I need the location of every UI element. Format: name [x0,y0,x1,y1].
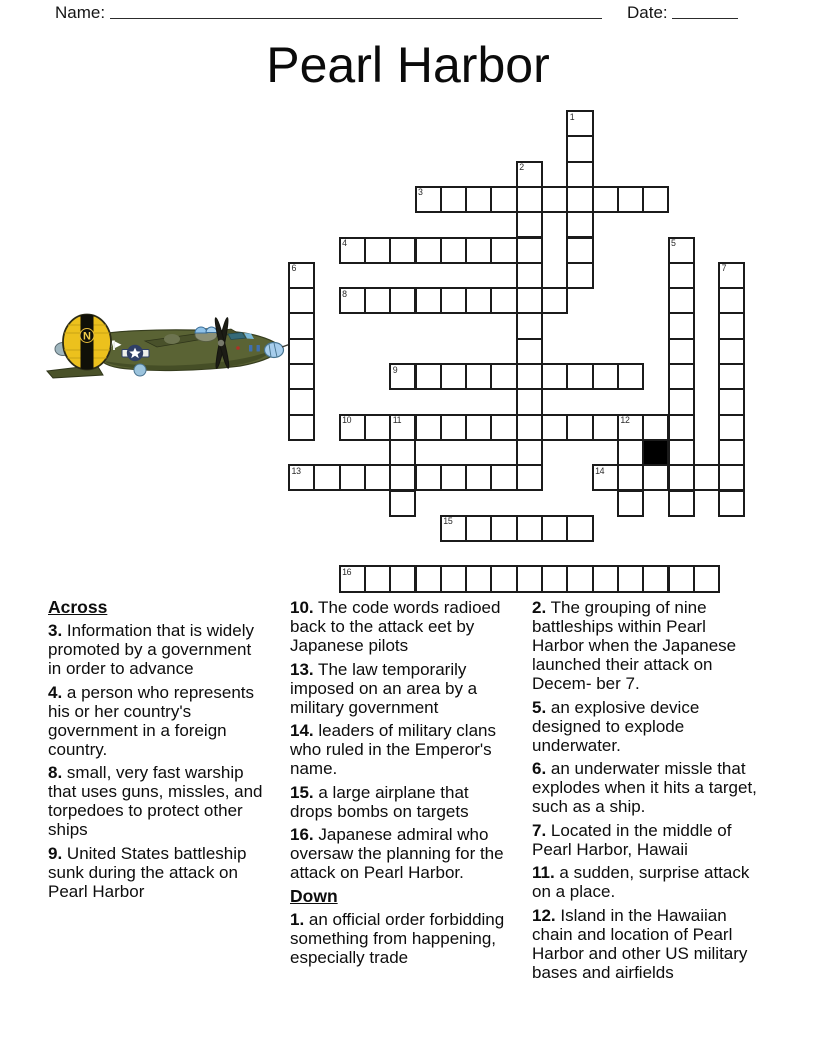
clue-number: 12. [532,905,556,925]
grid-cell[interactable] [516,161,543,188]
cell-number: 5 [671,238,676,248]
grid-cell[interactable] [364,565,391,592]
grid-cell[interactable] [516,363,543,390]
grid-cell[interactable] [668,338,695,365]
grid-cell[interactable] [668,464,695,491]
grid-cell[interactable] [617,363,644,390]
clue-10: 10. The code words radioed back to the attack eet by Japanese pilots [290,598,501,655]
grid-cell[interactable] [566,135,593,162]
grid-cell[interactable] [339,565,366,592]
grid-cell[interactable] [415,186,442,213]
grid-cell[interactable] [288,287,315,314]
grid-cell[interactable] [440,515,467,542]
clue-number: 5. [532,697,547,717]
grid-cell[interactable] [288,388,315,415]
grid-cell[interactable] [389,363,416,390]
grid-cell[interactable] [718,490,745,517]
clue-number: 8. [48,763,63,782]
grid-cell[interactable] [516,237,543,264]
grid-cell[interactable] [668,287,695,314]
cell-number: 9 [392,364,398,375]
grid-cell[interactable] [541,287,568,314]
grid-cell[interactable] [339,414,366,441]
grid-cell[interactable] [465,237,492,264]
grid-cell[interactable] [490,186,517,213]
grid-cell[interactable] [415,414,442,441]
plane-tail-fin [63,313,111,371]
clue-number: 4. [48,682,63,702]
grid-cell[interactable] [516,565,543,592]
grid-cell[interactable] [541,515,568,542]
tail-letter-text: N [83,330,91,343]
grid-cell[interactable] [339,237,366,264]
cell-number: 10 [342,415,352,426]
grid-cell[interactable] [617,414,644,441]
grid-cell[interactable] [516,186,543,213]
grid-cell[interactable] [465,515,492,542]
grid-cell[interactable] [339,464,366,491]
grid-cell[interactable] [288,464,315,491]
grid-cell[interactable] [566,211,593,238]
grid-cell[interactable] [718,464,745,491]
grid-cell[interactable] [465,414,492,441]
grid-cell[interactable] [668,565,695,592]
clue-5: 5. an explosive device designed to explode underwater. [532,697,700,755]
grid-cell[interactable] [642,464,669,491]
grid-cell[interactable] [668,363,695,390]
grid-cell[interactable] [288,414,315,441]
grid-cell[interactable] [465,565,492,592]
clue-14: 14. leaders of military clans who ruled in the Emperor's name. [290,721,496,778]
grid-cell[interactable] [389,439,416,466]
grid-cell[interactable] [718,439,745,466]
clue-number: 11. [532,863,555,882]
grid-cell[interactable] [642,565,669,592]
grid-cell[interactable] [592,363,619,390]
clue-number: 9. [48,843,63,863]
grid-cell[interactable] [516,262,543,289]
grid-cell[interactable] [617,565,644,592]
grid-cell[interactable] [440,237,467,264]
clue-16: 16. Japanese admiral who oversaw the planning for the attack on Pearl Harbor. [290,825,504,882]
date-write-line [672,2,738,19]
grid-cell[interactable] [668,312,695,339]
grid-cell[interactable] [566,262,593,289]
grid-cell[interactable] [440,414,467,441]
clue-12: 12. Island in the Hawaiian chain and location of Pearl Harbor and other US military bases and airfields [532,905,748,982]
grid-cell[interactable] [288,363,315,390]
grid-cell[interactable] [415,237,442,264]
grid-cell[interactable] [415,464,442,491]
grid-cell[interactable] [490,414,517,441]
grid-cell[interactable] [592,186,619,213]
grid-cell[interactable] [389,414,416,441]
grid-cell[interactable] [718,414,745,441]
grid-cell[interactable] [288,262,315,289]
grid-cell[interactable] [668,490,695,517]
grid-cell[interactable] [668,237,695,264]
clue-2: 2. The grouping of nine battleships within Pearl Harbor when the Japanese launched their attack on Decem- ber 7. [532,598,737,693]
grid-cell[interactable] [617,186,644,213]
clue-number: 6. [532,759,547,778]
grid-cell[interactable] [566,565,593,592]
clue-3: 3. Information that is widely promoted by a government in order to advance [48,621,254,678]
grid-cell[interactable] [389,490,416,517]
clue-number: 7. [532,820,547,840]
cell-number: 2 [519,162,524,173]
clue-number: 13. [290,659,314,679]
grid-cell[interactable] [642,414,669,441]
grid-cell[interactable] [642,186,669,213]
clue-number: 15. [290,782,314,802]
grid-cell[interactable] [566,414,593,441]
plane-top-turret [195,327,207,333]
grid-cell[interactable] [313,464,340,491]
grid-cell[interactable] [541,565,568,592]
grid-cell[interactable] [364,414,391,441]
grid-cell[interactable] [566,237,593,264]
grid-cell[interactable] [490,237,517,264]
grid-cell[interactable] [364,237,391,264]
grid-cell[interactable] [440,287,467,314]
cell-number: 14 [595,465,605,476]
clue-number: 2. [532,598,547,617]
clue-9: 9. United States battleship sunk during the attack on Pearl Harbor [48,843,247,901]
blue-window-2 [257,345,260,352]
grid-cell[interactable] [516,464,543,491]
grid-cell[interactable] [566,363,593,390]
grid-cell[interactable] [516,312,543,339]
grid-cell[interactable] [668,388,695,415]
grid-cell[interactable] [465,287,492,314]
grid-cell[interactable] [566,161,593,188]
grid-cell[interactable] [592,464,619,491]
grid-cell[interactable] [693,464,720,491]
grid-cell[interactable] [566,110,593,137]
grid-cell[interactable] [415,287,442,314]
red-dot-marking [236,346,240,350]
grid-cell[interactable] [465,363,492,390]
clue-column-2 [290,598,509,971]
grid-cell[interactable] [668,262,695,289]
grid-cell[interactable] [516,338,543,365]
grid-cell[interactable] [541,186,568,213]
grid-cell[interactable] [364,287,391,314]
cell-number: 4 [342,238,347,248]
grid-cell[interactable] [440,464,467,491]
clue-11: 11. a sudden, surprise attack on a place. [532,863,750,901]
grid-cell[interactable] [288,338,315,365]
grid-cell[interactable] [490,287,517,314]
grid-cell[interactable] [490,464,517,491]
grid-cell[interactable] [718,338,745,365]
clue-number: 3. [48,621,63,640]
blue-window-1 [249,345,252,352]
name-label: Name: [55,3,106,22]
grid-cell[interactable] [566,186,593,213]
black-cell [642,439,669,466]
grid-cell[interactable] [465,186,492,213]
clue-number: 16. [290,825,314,844]
grid-cell[interactable] [415,565,442,592]
clue-15: 15. a large airplane that drops bombs on targets [290,782,469,821]
cell-number: 6 [291,263,297,274]
plane-prop-spinner [218,340,224,346]
grid-cell[interactable] [617,439,644,466]
clue-7: 7. Located in the middle of Pearl Harbor, Hawaii [532,820,732,859]
grid-cell[interactable] [617,490,644,517]
grid-cell[interactable] [516,388,543,415]
grid-cell[interactable] [516,439,543,466]
grid-cell[interactable] [440,363,467,390]
grid-cell[interactable] [541,414,568,441]
grid-cell[interactable] [288,312,315,339]
grid-cell[interactable] [339,287,366,314]
grid-cell[interactable] [718,312,745,339]
grid-cell[interactable] [389,565,416,592]
clue-number: 14. [290,721,314,740]
cell-number: 1 [569,111,575,122]
cell-number: 8 [342,288,347,299]
grid-cell[interactable] [718,388,745,415]
grid-cell[interactable] [490,363,517,390]
grid-cell[interactable] [693,565,720,592]
cell-number: 12 [620,415,630,426]
grid-cell[interactable] [566,515,593,542]
grid-cell[interactable] [490,515,517,542]
grid-cell[interactable] [389,287,416,314]
grid-cell[interactable] [364,464,391,491]
clues-heading-down: Down [290,885,338,906]
grid-cell[interactable] [718,262,745,289]
plane-ball-turret [134,364,146,376]
grid-cell[interactable] [389,237,416,264]
clue-6: 6. an underwater missle that explodes when it hits a target, such as a ship. [532,759,757,816]
plane-top-turret-2 [206,327,217,333]
clue-8: 8. small, very fast warship that uses guns, missles, and torpedoes to protect other ships [48,763,263,839]
clue-column-1 [48,598,267,905]
clue-1: 1. an official order forbidding something from happening, especially trade [290,909,505,967]
cell-number: 3 [418,187,423,198]
clues-heading-across: Across [48,597,108,617]
cell-number: 13 [291,465,301,476]
grid-cell[interactable] [516,211,543,238]
clue-number: 10. [290,598,314,617]
grid-cell[interactable] [440,565,467,592]
grid-cell[interactable] [490,565,517,592]
clue-number: 1. [290,909,305,929]
b24-bomber-illustration [45,305,290,390]
grid-cell[interactable] [592,565,619,592]
clue-4: 4. a person who represents his or her country's government in a foreign country. [48,682,255,759]
cell-number: 16 [342,566,352,577]
grid-cell[interactable] [465,464,492,491]
cell-number: 7 [721,263,727,274]
name-write-line [110,2,602,19]
grid-cell[interactable] [415,363,442,390]
crossword-grid [288,110,748,596]
cell-number: 11 [392,415,402,426]
grid-cell[interactable] [516,515,543,542]
grid-cell[interactable] [668,439,695,466]
grid-cell[interactable] [516,414,543,441]
grid-cell[interactable] [516,287,543,314]
grid-cell[interactable] [718,363,745,390]
grid-cell[interactable] [668,414,695,441]
grid-cell[interactable] [389,464,416,491]
grid-cell[interactable] [718,287,745,314]
clue-13: 13. The law temporarily imposed on an area by a military government [290,659,478,717]
plane-rear-nacelle [164,334,180,344]
date-label: Date: [627,3,668,22]
grid-cell[interactable] [592,414,619,441]
clue-column-3 [532,598,758,986]
grid-cell[interactable] [541,363,568,390]
page-title: Pearl Harbor [266,37,550,93]
grid-cell[interactable] [617,464,644,491]
cell-number: 15 [443,516,453,527]
grid-cell[interactable] [440,186,467,213]
